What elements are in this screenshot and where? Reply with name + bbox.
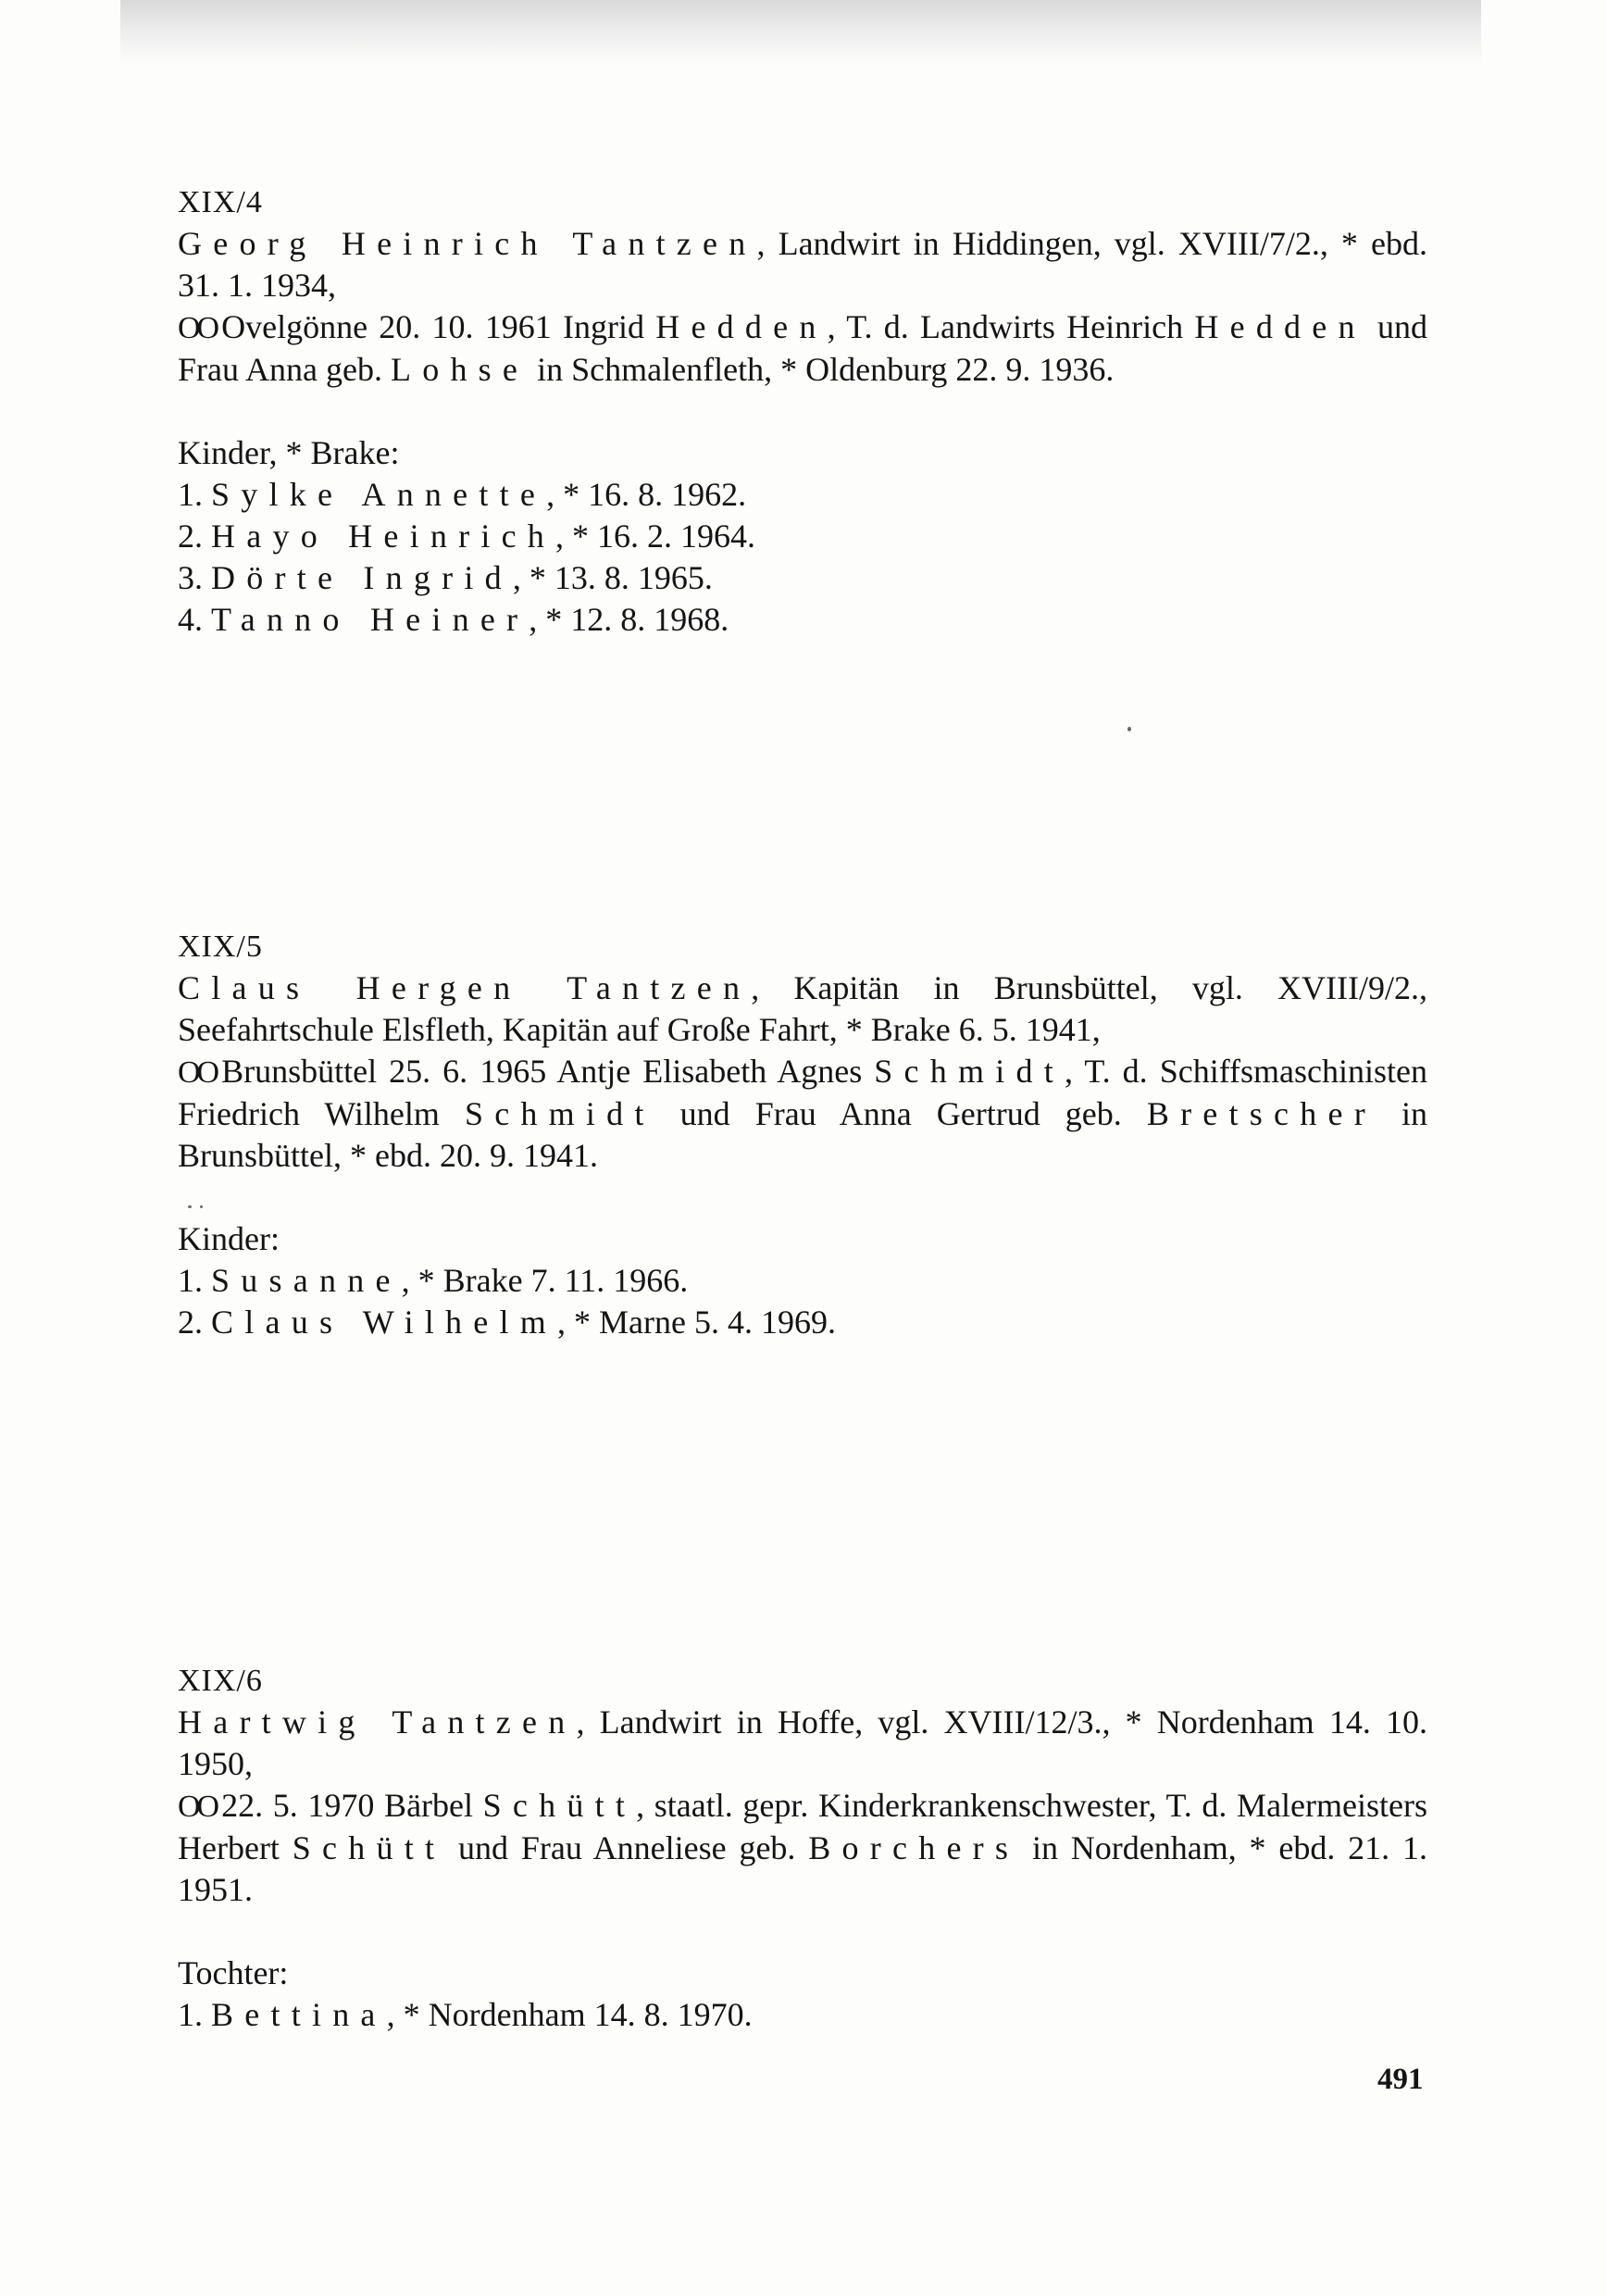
person-details: , Landwirt in Hoffe, vgl. XVIII/12/3., * Nordenham 14. 10. 1950, [178,1703,1427,1782]
marriage-details: OO Brunsbüttel 25. 6. 1965 Antje Elisabeth Agnes Schmidt, T. d. Schiffsmaschinisten Friedrich Wilhelm Schmidt und Frau Anna Gertrud geb. Bretscher in Brunsbüttel, * ebd. 20. 9. 1941. [178,1053,1428,1174]
marriage-details: OO Ovelgönne 20. 10. 1961 Ingrid Hedden, T. d. Landwirts Heinrich Hedden und Frau Anna geb. Lohse in Schmalenfleth, * Oldenburg 22. 9. 1936. [178,308,1427,388]
spouse-name: Hedden [655,308,828,345]
children-heading: Kinder, * Brake: [178,434,400,471]
marriage-symbol: OO [178,1055,217,1090]
entry-code: XIX/5 [178,930,263,964]
scan-shadow [120,0,1481,65]
person-name: Hartwig Tantzen [178,1703,577,1741]
entry-description [178,223,1427,306]
person-details: , Kapitän in Brunsbüttel, vgl. XVIII/9/2., Seefahrtschule Elsfleth, Kapitän auf Große Fahrt, * Brake 6. 5. 1941, [178,969,1428,1048]
child-item: 3. Dörte Ingrid, * 13. 8. 1965. [178,559,713,596]
marriage-symbol: OO [178,1790,217,1824]
scan-speck [188,1205,192,1208]
person-details: , Landwirt in Hiddingen, vgl. XVIII/7/2., * ebd. 31. 1. 1934, [178,225,1427,304]
child-name: Tanno Heiner [211,601,529,638]
mother-maiden-name: Bretscher [1146,1095,1377,1132]
child-name: Sylke Annette [211,476,547,513]
entry-xix-6 [178,1660,1427,2036]
entry-xix-4 [178,181,1427,641]
mother-maiden-name: Lohse [390,351,529,388]
child-name: Susanne [211,1262,402,1299]
entry-xix-5 [178,926,1427,1343]
spouse-father-name: Schmidt [464,1095,655,1132]
entry-code: XIX/4 [178,185,263,219]
child-item: 1. Sylke Annette, * 16. 8. 1962. [178,476,747,513]
child-name: Bettina [211,1996,387,2033]
child-name: Dörte Ingrid [211,559,513,596]
marriage-details: OO 22. 5. 1970 Bärbel Schütt, staatl. gepr. Kinderkrankenschwester, T. d. Malermeisters Herbert Schütt und Frau Anneliese geb. Borchers in Nordenham, * ebd. 21. 1. 1951. [178,1787,1427,1908]
entry-description [178,1702,1427,1785]
scan-speck [200,1205,203,1208]
mother-maiden-name: Borchers [808,1829,1020,1866]
spouse-father-name: Schütt [292,1829,446,1866]
child-item: 4. Tanno Heiner, * 12. 8. 1968. [178,601,729,638]
child-item: 2. Claus Wilhelm, * Marne 5. 4. 1969. [178,1304,836,1341]
spouse-name: Schütt [482,1787,637,1824]
spouse-father-name: Hedden [1194,308,1366,345]
page-number: 491 [1377,2063,1424,2096]
entry-description [178,967,1427,1051]
children-heading: Kinder: [178,1220,280,1257]
child-name: Hayo Heinrich [211,518,556,555]
children-heading: Tochter: [178,1954,289,1991]
scan-speck [1127,727,1131,731]
child-item: 2. Hayo Heinrich, * 16. 2. 1964. [178,518,756,555]
person-name: Claus Hergen Tantzen [178,969,752,1006]
child-name: Claus Wilhelm [211,1304,557,1341]
entry-code: XIX/6 [178,1664,263,1698]
child-item: 1. Susanne, * Brake 7. 11. 1966. [178,1262,689,1299]
child-item: 1. Bettina, * Nordenham 14. 8. 1970. [178,1996,753,2033]
person-name: Georg Heinrich Tantzen [178,225,757,262]
spouse-name: Schmidt [874,1053,1065,1090]
marriage-symbol: OO [178,311,217,345]
